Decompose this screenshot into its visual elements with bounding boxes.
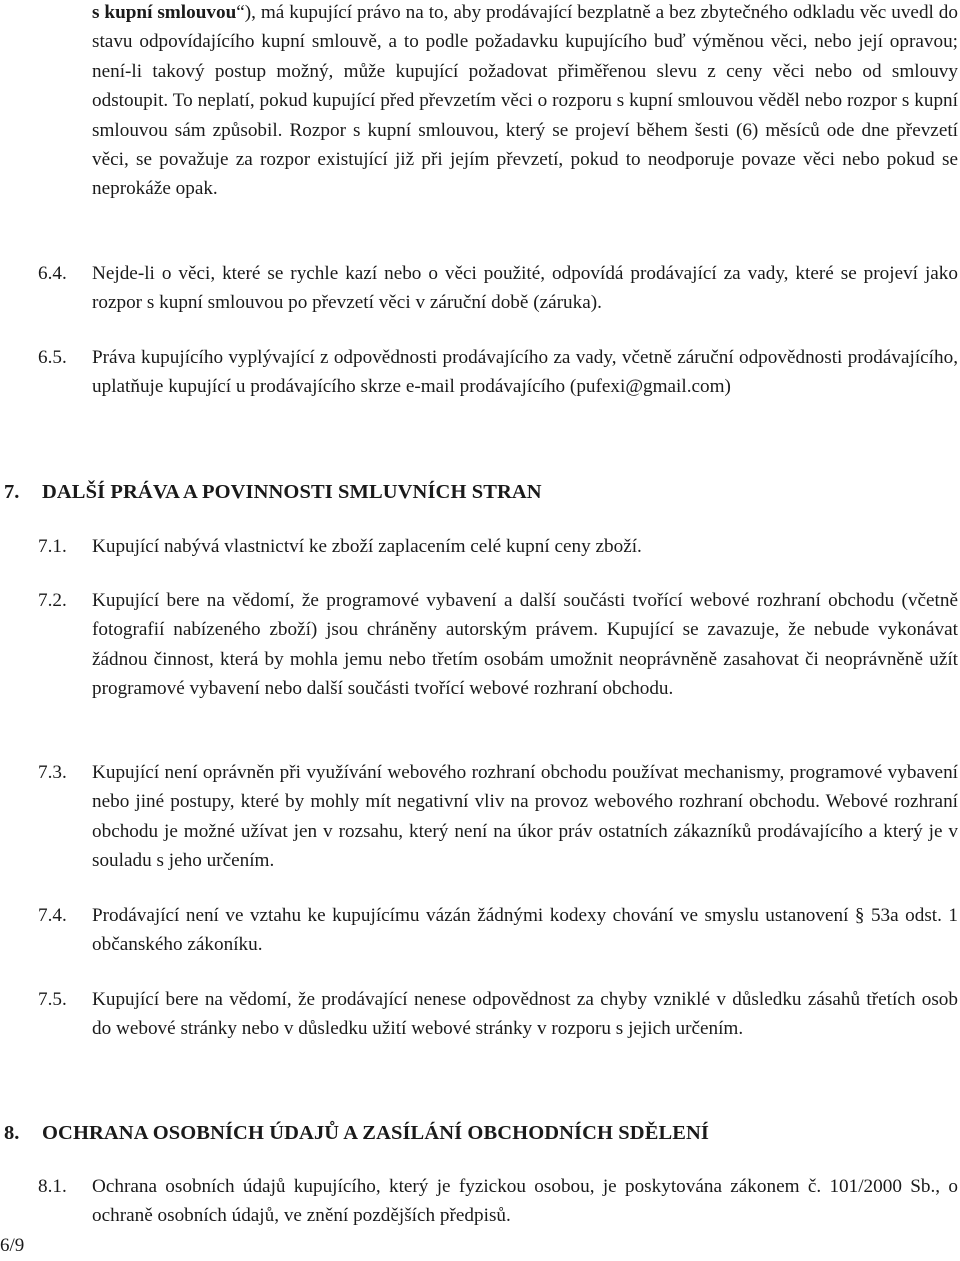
section-title: OCHRANA OSOBNÍCH ÚDAJŮ A ZASÍLÁNÍ OBCHODNÍCH SDĚLENÍ — [42, 1122, 710, 1144]
section-number: 7. — [4, 481, 20, 503]
clause-text: Ochrana osobních údajů kupujícího, který je fyzickou osobou, je poskytována zákonem č. 101/2000 Sb., o ochraně osobních údajů, ve znění pozdějších předpisů. — [92, 1176, 958, 1227]
clause-number: 6.5. — [38, 347, 67, 368]
section-sign: § — [854, 905, 865, 926]
clause-number: 6.4. — [38, 263, 67, 284]
clause-text: Kupující bere na vědomí, že prodávající nenese odpovědnost za chyby vzniklé v důsledku zásahů třetích osob do webové stránky nebo v důsledku užití webové stránky v rozporu s jejich určením. — [92, 989, 958, 1040]
clause-number: 7.2. — [38, 590, 67, 611]
clause-text: Kupující není oprávněn při využívání webového rozhraní obchodu používat mechanismy, programové vybavení nebo jiné postupy, které by mohly mít negativní vliv na provoz webového rozhraní obchodu. Webové rozhraní obchodu je možné užívat jen v rozsahu, který není na úkor práv ostatních zákazníků prodávajícího a který je v souladu s jeho určením. — [92, 762, 958, 872]
intro-paragraph — [92, 0, 958, 204]
page-number: 6/9 — [0, 1235, 25, 1256]
clause-text: Kupující bere na vědomí, že programové vybavení a další součásti tvořící webové rozhraní obchodu (včetně fotografií nabízeného zboží) jsou chráněny autorským právem. Kupující se zavazuje, že nebude vykonávat žádnou činnost, která by mohla jemu nebo třetím osobám umožnit neoprávněně zasahovat či neoprávněně užít programové vybavení nebo další součásti tvořící webové rozhraní obchodu. — [92, 590, 958, 700]
section-number: 8. — [4, 1122, 20, 1144]
clause-text-after: 53a odst. 1 občanského zákoníku. — [92, 905, 958, 956]
intro-bold-lead: s kupní smlouvou — [92, 2, 237, 23]
intro-text: “), má kupující právo na to, aby prodávající bezplatně a bez zbytečného odkladu věc uvedl do stavu odpovídajícího kupní smlouvě, a to podle požadavku kupujícího buď výměnou věci, nebo její opravou; není-li takový postup možný, může kupující požadovat přiměřenou slevu z ceny věci nebo od smlouvy odstoupit. To neplatí, pokud kupující před převzetím věci o rozporu s kupní smlouvou věděl nebo rozpor s kupní smlouvou sám způsobil. Rozpor s kupní smlouvou, který se projeví během šesti (6) měsíců ode dne převzetí věci, se považuje za rozpor existující již při jejím převzetí, pokud to neodporuje povaze věci nebo pokud se neprokáže opak. — [92, 2, 958, 200]
clause-number: 7.4. — [38, 905, 67, 926]
clause-text: Práva kupujícího vyplývající z odpovědnosti prodávajícího za vady, včetně záruční odpovědnosti prodávajícího, uplatňuje kupující u prodávajícího skrze e-mail prodávajícího (pufexi@gmail.com) — [92, 347, 958, 398]
clause-text — [92, 901, 958, 960]
clause-text-before: Prodávající není ve vztahu ke kupujícímu vázán žádnými kodexy chování ve smyslu ustanovení — [92, 905, 855, 926]
clause-number: 7.1. — [38, 536, 67, 557]
clause-number: 8.1. — [38, 1176, 67, 1197]
clause-text: Kupující nabývá vlastnictví ke zboží zaplacením celé kupní ceny zboží. — [92, 536, 642, 557]
clause-text: Nejde-li o věci, které se rychle kazí nebo o věci použité, odpovídá prodávající za vady, které se projeví jako rozpor s kupní smlouvou po převzetí věci v záruční době (záruka). — [92, 263, 958, 314]
clause-number: 7.3. — [38, 762, 67, 783]
clause-number: 7.5. — [38, 989, 67, 1010]
section-title: DALŠÍ PRÁVA A POVINNOSTI SMLUVNÍCH STRAN — [42, 481, 542, 503]
